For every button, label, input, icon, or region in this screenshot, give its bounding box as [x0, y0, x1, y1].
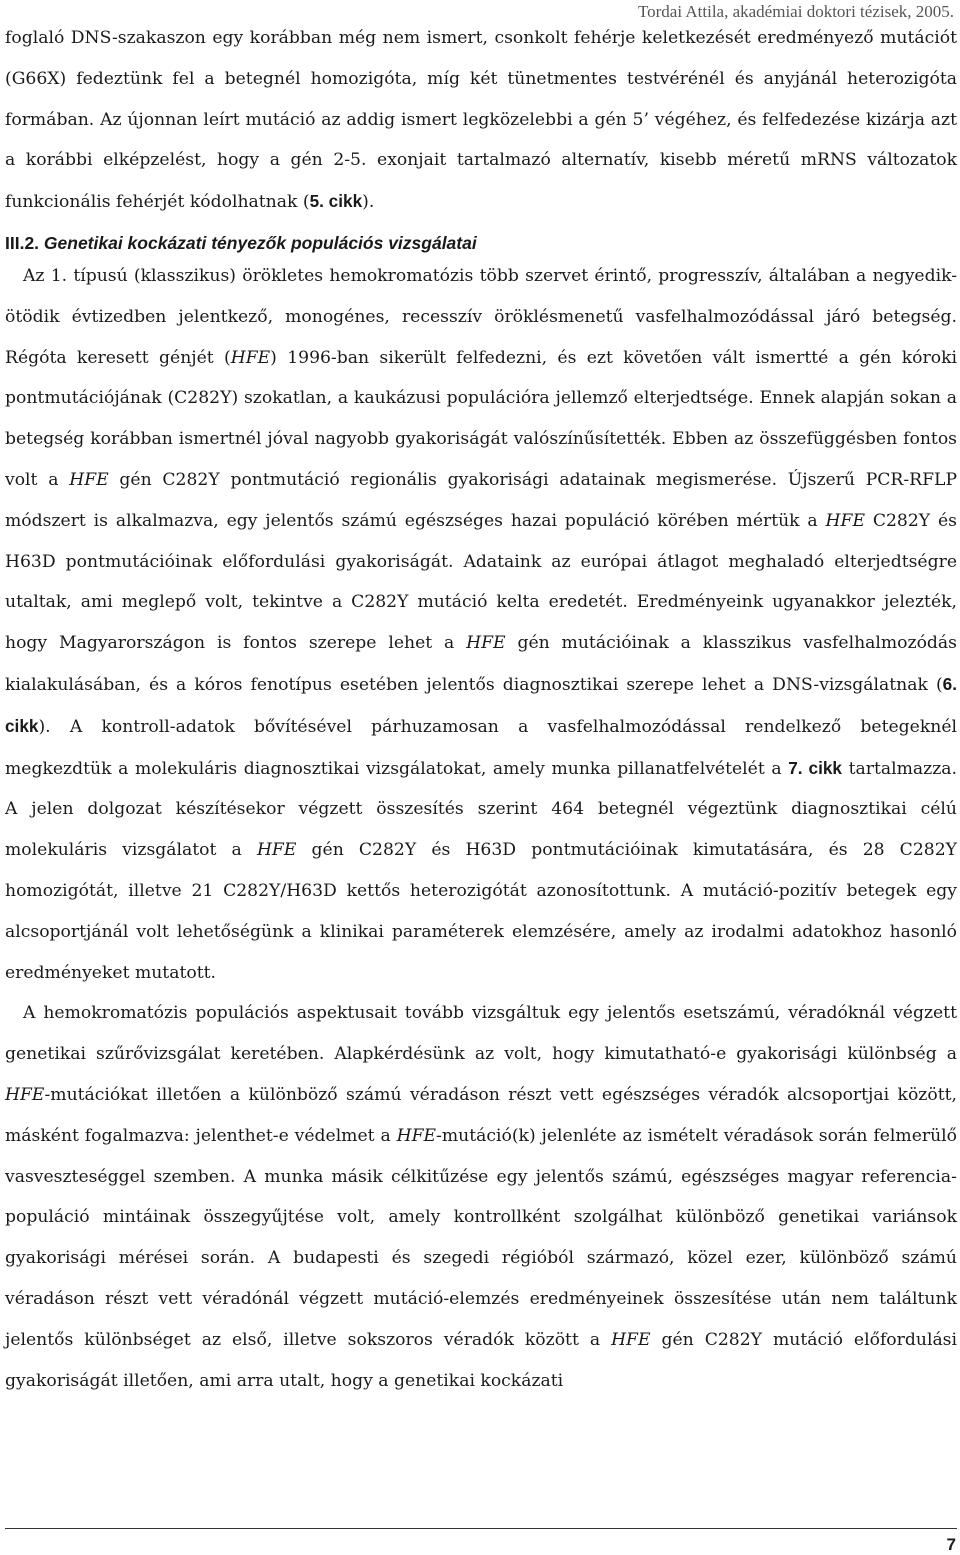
gene-name: HFE: [256, 840, 297, 861]
text-span: -mutációkat illetően a különböző számú véradáson részt vett egészséges véradók alcsoportjai között, másként fogalmazva: jelenthet-e védelmet a: [5, 1084, 957, 1146]
text-span: gén C282Y mutáció előfordulási gyakoriságát illetően, ami arra utalt, hogy a genetikai kockázati: [5, 1329, 958, 1391]
text-span: gén mutációinak a klasszikus vasfelhalmozódás kialakulásában, és a kóros fenotípus esetében jelentős diagnosztikai szerepe lehet a DNS-vizsgálatnak (: [5, 633, 957, 695]
text-span: C282Y és H63D pontmutációinak előfordulási gyakoriságát. Adataink az európai átlagot meghaladó elterjedtségre utaltak, ami meglepő volt, tekintve a C282Y mutáció kelta eredetét. Eredményeink ugyanakkor jelezték, hogy Magyarországon is fontos szerepe lehet a: [5, 510, 957, 654]
article-reference: 5. cikk: [309, 191, 363, 212]
section-title: Genetikai kockázati tényezők populációs vizsgálatai: [39, 232, 477, 253]
document-body: [5, 18, 957, 1401]
text-span: foglaló DNS-szakaszon egy korábban még nem ismert, csonkolt fehérje keletkezését eredményező mutációt (G66X) fedeztünk fel a betegnél homozigóta, míg két tünetmentes testvérénél és anyjánál heterozigóta formában. Az újonnan leírt mutáció az addig ismert legközelebbi a gén 5’ végéhez, és felfedezése kizárja azt a korábbi elképzelést, hogy a gén 2-5. exonjait tartalmazó alternatív, kisebb méretű mRNS változatok funkcionális fehérjét kódolhatnak (: [5, 28, 957, 213]
text-span: tartalmazza. A jelen dolgozat készítésekor végzett összesítés szerint 464 betegnél végeztünk diagnosztikai célú molekuláris vizsgálatot a: [5, 758, 957, 861]
text-span: gén C282Y és H63D pontmutációinak kimutatására, és 28 C282Y homozigótát, illetve 21 C282Y/H63D kettős heterozigótát azonosítottunk. A mutáció-pozitív betegek egy alcsoportjánál volt lehetőségünk a klinikai paraméterek elemzésére, amely az irodalmi adatokhoz hasonló eredményeket mutatott.: [5, 840, 957, 983]
text-span: ).: [362, 192, 375, 213]
page-number: 7: [946, 1535, 956, 1554]
gene-name: HFE: [825, 510, 865, 531]
running-header: Tordai Attila, akadémiai doktori tézisek, 2005.: [637, 2, 954, 21]
gene-name: HFE: [5, 1084, 45, 1105]
paragraph-1: [5, 18, 957, 223]
text-span: -mutáció(k) jelenléte az ismételt véradások során felmerülő vasveszteséggel szemben. A munka másik célkitűzése egy jelentős számú, egészséges magyar referencia-populáció mintáinak összegyűjtése volt, amely kontrollként szolgálhat különböző genetikai variánsok gyakorisági mérései során. A budapesti és szegedi régióból származó, közel ezer, különböző számú véradáson részt vett véradónál végzett mutáció-elemzés eredményeinek összesítése után nem találtunk jelentős különbséget az első, illetve sokszoros véradók között a: [5, 1125, 957, 1350]
text-span: ). A kontroll-adatok bővítésével párhuzamosan a vasfelhalmozódással rendelkező betegeknél megkezdtük a molekuláris diagnosztikai vizsgálatokat, amely munka pillanatfelvételét a: [5, 716, 957, 779]
paragraph-2: [5, 256, 957, 993]
text-span: Az 1. típusú (klasszikus) örökletes hemokromatózis több szervet érintő, progresszív, általában a negyedik-ötödik évtizedben jelentkező, monogénes, recesszív öröklésmenetű vasfelhalmozódással járó betegség. Régóta keresett génjét (: [5, 265, 957, 368]
gene-name: HFE: [466, 633, 506, 654]
paragraph-3: [5, 993, 957, 1401]
gene-name: HFE: [69, 469, 109, 490]
gene-name: HFE: [230, 347, 271, 368]
gene-name: HFE: [396, 1125, 437, 1146]
article-reference: 6. cikk: [5, 673, 957, 736]
section-number: III.2.: [5, 232, 40, 253]
text-span: ) 1996-ban sikerült felfedezni, és ezt követően vált ismertté a gén kóroki pontmutációjának (C282Y) szokatlan, a kaukázusi populációra jellemző elterjedtsége. Ennek alapján sokan a betegség korábban ismertnél jóval nagyobb gyakoriságát valószínűsítették. Ebben az összefüggésben fontos volt a: [5, 347, 957, 490]
gene-name: HFE: [611, 1329, 651, 1350]
footer-divider: [5, 1528, 957, 1529]
text-span: A hemokromatózis populációs aspektusait tovább vizsgáltuk egy jelentős esetszámú, véradóknál végzett genetikai szűrővizsgálat keretében. Alapkérdésünk az volt, hogy kimutatható-e gyakorisági különbség a: [5, 1003, 957, 1065]
article-reference: 7. cikk: [788, 757, 842, 778]
text-span: gén C282Y pontmutáció regionális gyakorisági adatainak megismerése. Újszerű PCR-RFLP módszert is alkalmazva, egy jelentős számú egészséges hazai populáció körében mértük a: [5, 469, 958, 531]
section-heading: [5, 230, 957, 256]
